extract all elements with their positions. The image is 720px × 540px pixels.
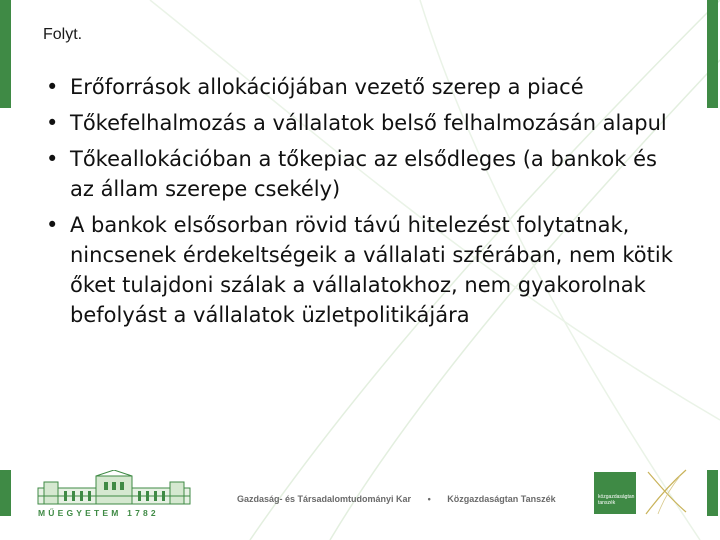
left-accent-bar <box>0 0 11 108</box>
university-logo <box>34 470 194 520</box>
bullet-item <box>46 210 686 330</box>
bullet-dot: • <box>46 75 59 99</box>
bullet-dot: • <box>46 213 59 237</box>
department-name: Közgazdaságtan Tanszék <box>447 494 556 504</box>
university-mark-text: MŰEGYETEM 1782 <box>38 508 159 518</box>
bullet-text: A bankok elsősorban rövid távú hitelezést folytatnak, nincsenek érdekeltségeik a vállalati szférában, nem kötik őket tulajdoni szálak a vállalatokhoz, nem gyakorolnak befolyást a vállalatok üzletpolitikájára <box>70 213 673 327</box>
department-badge: közgazdaságtan tanszék <box>594 472 636 514</box>
right-footer-bar <box>707 470 718 516</box>
bullet-item <box>46 72 686 102</box>
bullet-item <box>46 144 686 204</box>
footer-separator: • <box>427 494 431 504</box>
left-footer-bar <box>0 470 11 516</box>
bullet-dot: • <box>46 147 59 171</box>
bullet-item <box>46 108 686 138</box>
right-accent-bar <box>707 0 718 108</box>
bullet-text: Erőforrások allokációjában vezető szerep a piacé <box>70 75 584 99</box>
bullet-list <box>46 72 686 336</box>
department-logo-mark <box>640 468 690 516</box>
bullet-text: Tőkeallokációban a tőkepiac az elsődleges (a bankok és az állam szerepe csekély) <box>70 147 657 201</box>
bullet-text: Tőkefelhalmozás a vállalatok belső felhalmozásán alapul <box>70 111 667 135</box>
slide-subtitle: Folyt. <box>43 26 83 43</box>
footer-caption <box>237 494 556 504</box>
bullet-dot: • <box>46 111 59 135</box>
faculty-name: Gazdaság- és Társadalomtudományi Kar <box>237 494 412 504</box>
